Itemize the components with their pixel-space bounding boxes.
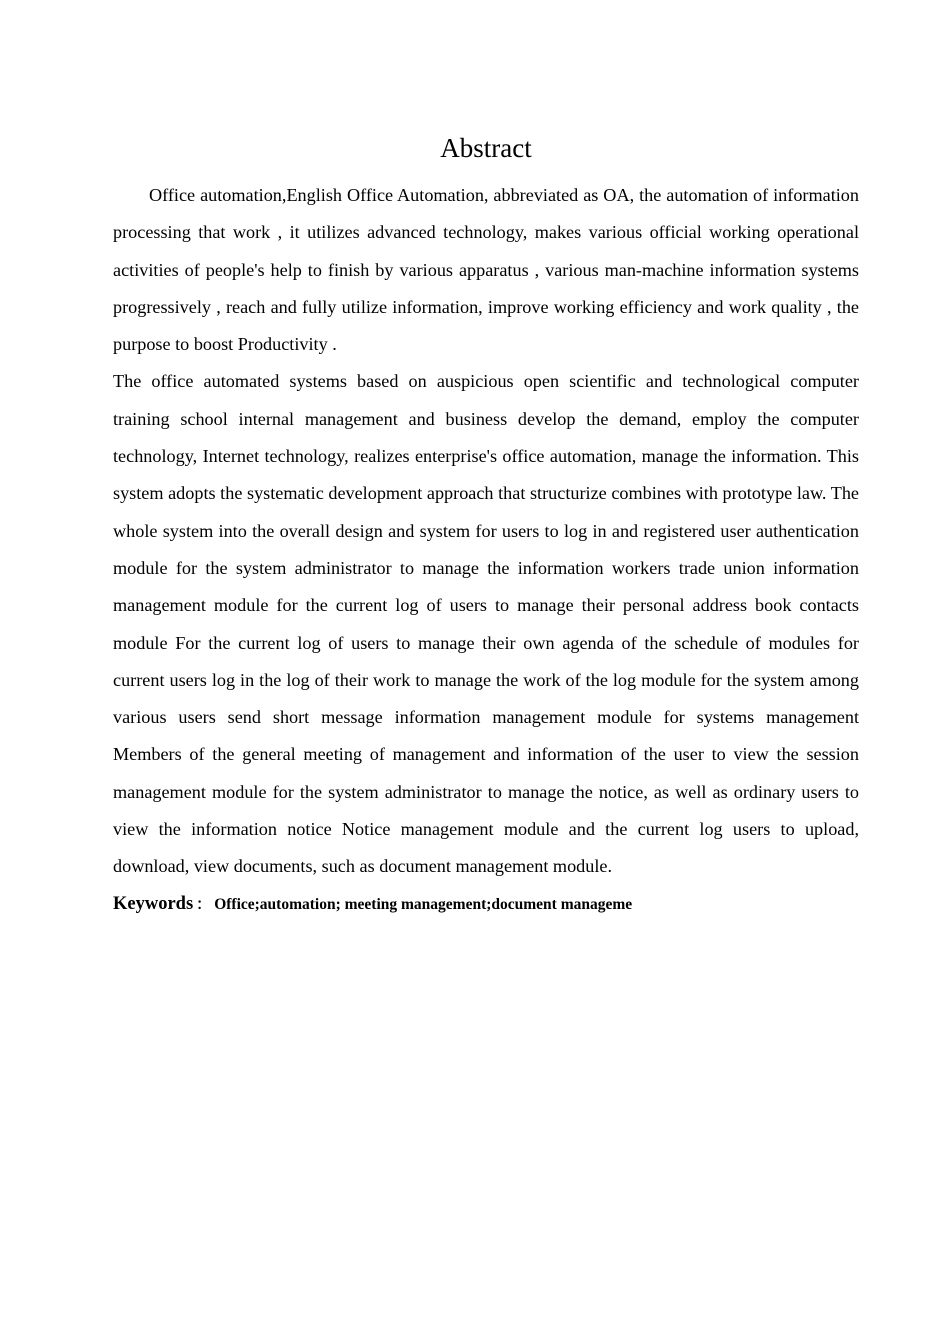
keywords-label: Keywords (113, 893, 194, 914)
keywords-text: Office;automation; meeting management;document manageme (214, 895, 633, 913)
abstract-title: Abstract (440, 133, 532, 163)
abstract-section (113, 128, 859, 923)
abstract-paragraph-2: The office automated systems based on auspicious open scientific and technological computer training school internal management and business develop the demand, employ the computer technology, Internet technology, realizes enterprise's office automation, manage the information. This system adopts the systematic development approach that structurize combines with prototype law. The whole system into the overall design and system for users to log in and registered user authentication module for the system administrator to manage the information workers trade union information management module for the current log of users to manage their personal address book contacts module For the current log of users to manage their own agenda of the schedule of modules for current users log in the log of their work to manage the work of the log module for the system among various users send short message information management module for systems management Members of the general meeting of management and information of the user to view the session management module for the system administrator to manage the notice, as well as ordinary users to view the information notice Notice management module and the current log users to upload, download, view documents, such as document management module. (113, 371, 859, 877)
keywords-separator: ： (196, 896, 212, 913)
abstract-paragraph-1: Office automation,English Office Automation, abbreviated as OA, the automation of information processing that work , it utilizes advanced technology, makes various official working operational activities of people's help to finish by various apparatus , various man-machine information systems progressively , reach and fully utilize information, improve working efficiency and work quality , the purpose to boost Productivity . (113, 185, 859, 355)
keywords-line (113, 886, 859, 923)
